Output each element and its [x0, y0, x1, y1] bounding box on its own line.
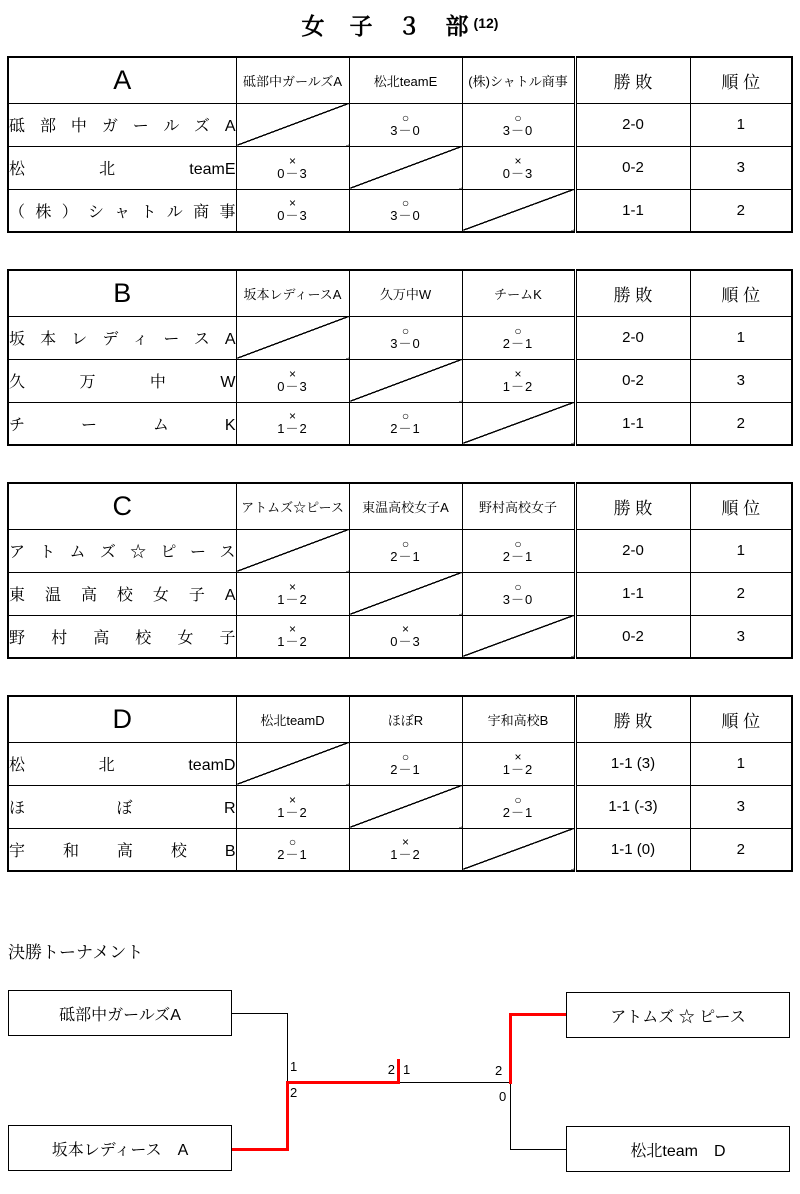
rank-cell: 1 [690, 103, 792, 146]
match-score: 0－3 [277, 208, 308, 224]
loss-mark-icon: × [288, 792, 296, 807]
opponent-header: チームK [462, 270, 575, 316]
match-score: 3－0 [502, 591, 534, 607]
rank-cell: 1 [690, 316, 792, 359]
group-table-B [7, 269, 793, 446]
self-match-cell [349, 146, 462, 189]
match-result-cell [236, 146, 349, 189]
rank-header: 順 位 [690, 57, 792, 103]
rank-header: 順 位 [690, 270, 792, 316]
page-header [0, 0, 800, 56]
loss-mark-icon: × [514, 153, 522, 168]
team-name-cell: 久万中W [8, 359, 236, 402]
win-mark-icon: ○ [401, 196, 410, 211]
team-name-cell: 砥部中ガールズA [8, 103, 236, 146]
group-table-D [7, 695, 793, 872]
bracket-box-bottom-left: 坂本レディース A [8, 1125, 232, 1171]
rank-cell: 3 [690, 359, 792, 402]
match-result-cell [349, 189, 462, 232]
match-score: 1－2 [502, 761, 534, 777]
match-score: 3－0 [390, 122, 421, 138]
win-mark-icon: ○ [514, 323, 522, 338]
match-score: 3－0 [502, 122, 534, 138]
winloss-header: 勝 敗 [575, 57, 690, 103]
table-row [8, 103, 792, 146]
match-result-cell [462, 359, 575, 402]
match-score: 3－0 [390, 208, 421, 224]
self-match-cell [236, 742, 349, 785]
table-row [8, 828, 792, 871]
self-match-cell [236, 529, 349, 572]
team-name-cell: チームK [8, 402, 236, 445]
match-score: 1－2 [277, 421, 308, 437]
team-name-cell: 松北teamD [8, 742, 236, 785]
table-row [8, 189, 792, 232]
rank-cell: 2 [690, 572, 792, 615]
match-result-cell [462, 146, 575, 189]
match-score: 1－2 [277, 634, 308, 650]
bracket-line-topleft-v [287, 1013, 288, 1082]
opponent-header: 野村高校女子 [462, 483, 575, 529]
opponent-header: ほぼR [349, 696, 462, 742]
loss-mark-icon: × [288, 196, 296, 211]
table-row [8, 785, 792, 828]
rank-cell: 2 [690, 189, 792, 232]
rank-cell: 2 [690, 402, 792, 445]
bracket-line-topright-h-winner [509, 1013, 566, 1016]
rank-cell: 3 [690, 615, 792, 658]
rank-cell: 1 [690, 529, 792, 572]
group-table-C [7, 482, 793, 659]
match-score: 2－1 [277, 847, 308, 863]
record-cell: 2-0 [575, 316, 690, 359]
bracket-score-semi-left-top: 1 [290, 1059, 298, 1074]
loss-mark-icon: × [401, 622, 409, 637]
rank-header: 順 位 [690, 483, 792, 529]
rank-cell: 2 [690, 828, 792, 871]
win-mark-icon: ○ [401, 323, 410, 338]
bracket-line-bottomleft-v-winner [286, 1082, 289, 1151]
match-score: 2－1 [390, 548, 421, 564]
match-result-cell [236, 615, 349, 658]
match-score: 2－1 [502, 804, 534, 820]
loss-mark-icon: × [288, 366, 296, 381]
self-match-cell [236, 316, 349, 359]
group-label: C [8, 483, 236, 529]
win-mark-icon: ○ [401, 409, 410, 424]
bracket-box-top-right: アトムズ ☆ ピース [566, 992, 790, 1038]
match-result-cell [462, 529, 575, 572]
bracket-box-top-left: 砥部中ガールズA [8, 990, 232, 1036]
bracket-score-semi-left-bottom: 2 [290, 1085, 298, 1100]
team-name-cell: 宇和高校B [8, 828, 236, 871]
match-score: 1－2 [277, 804, 308, 820]
bracket-score-final-right: 1 [403, 1062, 411, 1077]
match-result-cell [349, 615, 462, 658]
self-match-cell [236, 103, 349, 146]
opponent-header: (株)シャトル商事 [462, 57, 575, 103]
team-name-cell: 松北teamE [8, 146, 236, 189]
team-name-cell: 野村高校女子 [8, 615, 236, 658]
loss-mark-icon: × [288, 622, 296, 637]
match-result-cell [349, 828, 462, 871]
record-cell: 1-1 [575, 572, 690, 615]
win-mark-icon: ○ [288, 835, 297, 850]
group-label: A [8, 57, 236, 103]
match-result-cell [349, 316, 462, 359]
table-row [8, 742, 792, 785]
winloss-header: 勝 敗 [575, 696, 690, 742]
team-name-cell: （株）シャトル商事 [8, 189, 236, 232]
opponent-header: 久万中W [349, 270, 462, 316]
self-match-cell [462, 189, 575, 232]
self-match-cell [349, 359, 462, 402]
bracket-score-final-left: 2 [387, 1062, 395, 1077]
match-result-cell [462, 785, 575, 828]
page-title-note: (12) [473, 15, 499, 31]
match-score: 2－1 [390, 761, 421, 777]
match-score: 3－0 [390, 335, 421, 351]
match-result-cell [462, 742, 575, 785]
match-score: 1－2 [277, 591, 308, 607]
table-row [8, 572, 792, 615]
match-result-cell [349, 742, 462, 785]
rank-cell: 3 [690, 146, 792, 189]
record-cell: 0-2 [575, 359, 690, 402]
win-mark-icon: ○ [514, 579, 522, 594]
opponent-header: アトムズ☆ピース [236, 483, 349, 529]
loss-mark-icon: × [401, 835, 409, 850]
win-mark-icon: ○ [401, 110, 410, 125]
win-mark-icon: ○ [514, 792, 522, 807]
group-tables-container [0, 56, 800, 872]
bracket-line-topleft-h [232, 1013, 287, 1014]
match-result-cell [236, 572, 349, 615]
match-result-cell [236, 402, 349, 445]
bracket-section [0, 908, 800, 1194]
bracket-line-final-left-h-winner [286, 1081, 400, 1084]
win-mark-icon: ○ [514, 536, 522, 551]
bracket-line-topright-v-winner [509, 1013, 512, 1084]
match-score: 0－3 [277, 378, 308, 394]
match-score: 2－1 [390, 421, 421, 437]
bracket-line-final-right-h [400, 1082, 510, 1083]
match-result-cell [462, 103, 575, 146]
bracket-line-bottomleft-h-winner [232, 1148, 287, 1151]
loss-mark-icon: × [288, 579, 296, 594]
table-row [8, 359, 792, 402]
win-mark-icon: ○ [401, 749, 410, 764]
match-result-cell [349, 529, 462, 572]
loss-mark-icon: × [514, 749, 522, 764]
team-name-cell: アトムズ☆ピース [8, 529, 236, 572]
match-result-cell [236, 189, 349, 232]
table-row [8, 316, 792, 359]
rank-cell: 1 [690, 742, 792, 785]
table-row [8, 529, 792, 572]
table-row [8, 402, 792, 445]
loss-mark-icon: × [288, 409, 296, 424]
record-cell: 1-1 (3) [575, 742, 690, 785]
win-mark-icon: ○ [401, 536, 410, 551]
match-result-cell [349, 402, 462, 445]
loss-mark-icon: × [514, 366, 522, 381]
opponent-header: 東温高校女子A [349, 483, 462, 529]
record-cell: 2-0 [575, 529, 690, 572]
team-name-cell: 東温高校女子A [8, 572, 236, 615]
match-score: 1－2 [390, 847, 421, 863]
bracket-box-bottom-right: 松北team D [566, 1126, 790, 1172]
match-score: 1－2 [502, 378, 534, 394]
match-result-cell [349, 103, 462, 146]
match-score: 0－3 [502, 165, 534, 181]
bracket-score-semi-right-top: 2 [495, 1063, 503, 1078]
match-score: 0－3 [390, 634, 421, 650]
bracket-line-bottomright-h [510, 1149, 566, 1150]
winloss-header: 勝 敗 [575, 270, 690, 316]
group-label: B [8, 270, 236, 316]
rank-cell: 3 [690, 785, 792, 828]
group-label: D [8, 696, 236, 742]
loss-mark-icon: × [288, 153, 296, 168]
group-table-A [7, 56, 793, 233]
self-match-cell [349, 785, 462, 828]
rank-header: 順 位 [690, 696, 792, 742]
match-result-cell [236, 828, 349, 871]
team-name-cell: 坂本レディースA [8, 316, 236, 359]
record-cell: 1-1 [575, 402, 690, 445]
opponent-header: 坂本レディースA [236, 270, 349, 316]
record-cell: 2-0 [575, 103, 690, 146]
team-name-cell: ほぼR [8, 785, 236, 828]
match-score: 2－1 [502, 335, 534, 351]
page-title: 女 子 ３ 部 [301, 13, 470, 39]
match-result-cell [462, 316, 575, 359]
win-mark-icon: ○ [514, 110, 522, 125]
bracket-line-bottomright-v [510, 1082, 511, 1150]
self-match-cell [349, 572, 462, 615]
bracket-score-semi-right-bottom: 0 [499, 1089, 507, 1104]
bracket-heading: 決勝トーナメント [8, 943, 144, 962]
match-result-cell [236, 359, 349, 402]
record-cell: 1-1 (-3) [575, 785, 690, 828]
match-score: 0－3 [277, 165, 308, 181]
winloss-header: 勝 敗 [575, 483, 690, 529]
match-result-cell [236, 785, 349, 828]
record-cell: 1-1 [575, 189, 690, 232]
record-cell: 0-2 [575, 146, 690, 189]
self-match-cell [462, 828, 575, 871]
opponent-header: 宇和高校B [462, 696, 575, 742]
match-result-cell [462, 572, 575, 615]
record-cell: 0-2 [575, 615, 690, 658]
bracket-line-champion-stub [397, 1059, 400, 1084]
match-score: 2－1 [502, 548, 534, 564]
table-row [8, 615, 792, 658]
table-row [8, 146, 792, 189]
self-match-cell [462, 402, 575, 445]
opponent-header: 松北teamE [349, 57, 462, 103]
opponent-header: 松北teamD [236, 696, 349, 742]
opponent-header: 砥部中ガールズA [236, 57, 349, 103]
record-cell: 1-1 (0) [575, 828, 690, 871]
self-match-cell [462, 615, 575, 658]
